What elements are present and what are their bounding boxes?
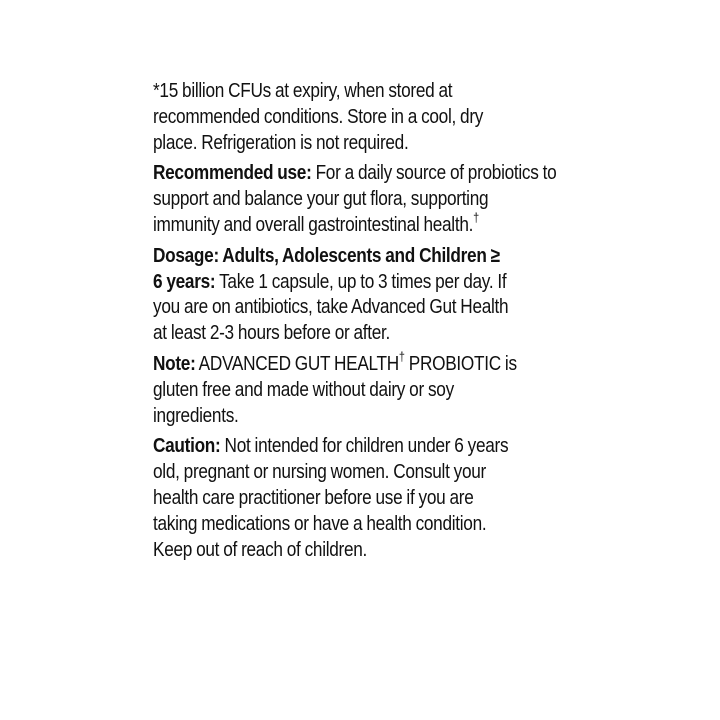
note-line: gluten free and made without dairy or soy xyxy=(153,377,454,401)
recommended-use-text: immunity and overall gastrointestinal health. xyxy=(153,212,474,236)
caution-heading: Caution: xyxy=(153,434,221,458)
recommended-use-line xyxy=(153,160,557,186)
dosage-heading: Dosage: Adults, Adolescents and Children ≥ xyxy=(153,243,500,267)
recommended-use-heading: Recommended use: xyxy=(153,161,312,185)
dosage-text: Take 1 capsule, up to 3 times per day. If xyxy=(215,269,507,293)
dosage-line xyxy=(153,269,523,295)
recommended-use-line: support and balance your gut flora, supporting xyxy=(153,187,489,211)
recommended-use-line xyxy=(153,212,523,238)
storage-note xyxy=(153,78,523,155)
caution-line: old, pregnant or nursing women. Consult your xyxy=(153,460,486,484)
caution-text: Not intended for children under 6 years xyxy=(220,434,509,458)
dagger-footnote-mark: † xyxy=(398,349,405,365)
dagger-footnote-mark: † xyxy=(473,210,479,226)
caution-line: taking medications or have a health condition. xyxy=(153,511,487,535)
recommended-use-text: For a daily source of probiotics to xyxy=(311,161,557,185)
note-line xyxy=(153,351,523,377)
note-line: ingredients. xyxy=(153,403,239,427)
note-text: PROBIOTIC is xyxy=(404,351,517,375)
dosage-section xyxy=(153,243,523,346)
dosage-line: you are on antibiotics, take Advanced Gut Health xyxy=(153,295,509,319)
recommended-use-section xyxy=(153,160,557,237)
dosage-heading-continued: 6 years: xyxy=(153,269,216,293)
caution-line xyxy=(153,433,523,459)
storage-line: *15 billion CFUs at expiry, when stored at xyxy=(153,79,453,102)
storage-line: recommended conditions. Store in a cool, dry xyxy=(153,104,484,128)
note-heading: Note: xyxy=(153,351,196,375)
note-text: ADVANCED GUT HEALTH xyxy=(195,351,399,375)
dosage-line: at least 2-3 hours before or after. xyxy=(153,321,391,345)
caution-line: health care practitioner before use if you are xyxy=(153,485,474,509)
supplement-label-text xyxy=(153,78,557,567)
caution-line: Keep out of reach of children. xyxy=(153,537,368,561)
note-section xyxy=(153,351,523,428)
caution-section xyxy=(153,433,523,562)
storage-line: place. Refrigeration is not required. xyxy=(153,130,409,154)
